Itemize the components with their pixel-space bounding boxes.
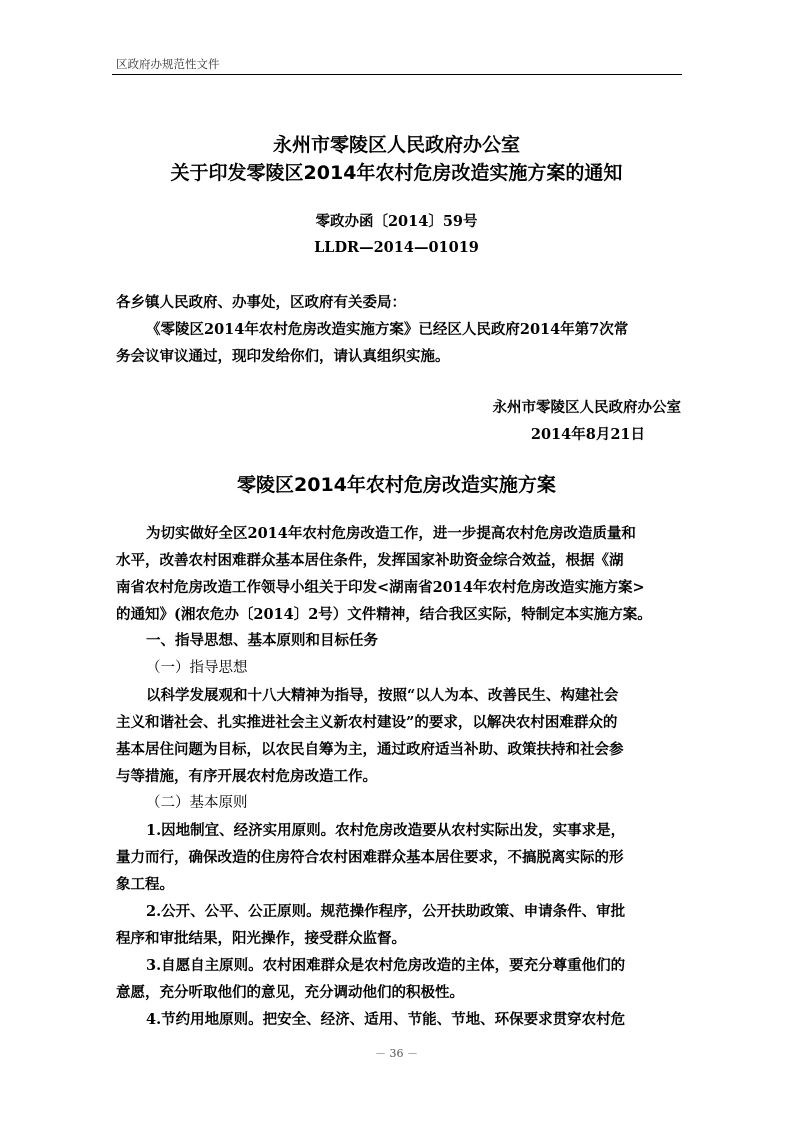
intro-line: 的通知》(湘农危办〔2014〕2号）文件精神，结合我区实际，特制定本实施方案。 xyxy=(116,606,652,623)
principle-line: 量力而行，确保改造的住房符合农村困难群众基本居住要求，不搞脱离实际的形 xyxy=(116,849,624,866)
header-divider xyxy=(112,74,682,75)
guiding-line: 基本居住问题为目标，以农民自筹为主，通过政府适当补助、政策扶持和社会参 xyxy=(116,741,624,758)
principle-line: 3.自愿自主原则。农村困难群众是农村危房改造的主体，要充分尊重他们的 xyxy=(146,957,626,974)
addressee: 各乡镇人民政府、办事处，区政府有关委局： xyxy=(116,294,406,311)
subsection-heading: （一）指导思想 xyxy=(146,660,248,676)
running-header: 区政府办规范性文件 xyxy=(116,57,220,71)
intro-line: 水平，改善农村困难群众基本居住条件，发挥国家补助资金综合效益，根据《湖 xyxy=(116,552,624,569)
notice-body-line: 务会议审议通过，现印发给你们，请认真组织实施。 xyxy=(116,348,450,365)
guiding-line: 以科学发展观和十八大精神为指导，按照“以人为本、改善民生、构建社会 xyxy=(146,687,619,704)
principle-line: 象工程。 xyxy=(116,876,174,893)
principle-line: 程序和审批结果，阳光操作，接受群众监督。 xyxy=(116,930,406,947)
document-number: 零政办函〔2014〕59号 xyxy=(315,213,478,230)
guiding-line: 主义和谐社会、扎实推进社会主义新农村建设”的要求，以解决农村困难群众的 xyxy=(116,714,618,731)
principle-line: 1.因地制宜、经济实用原则。农村危房改造要从农村实际出发，实事求是， xyxy=(146,822,626,839)
principle-line: 意愿，充分听取他们的意见，充分调动他们的积极性。 xyxy=(116,984,464,1001)
registration-number: LLDR—2014—01019 xyxy=(314,239,479,256)
signature: 永州市零陵区人民政府办公室 xyxy=(492,399,681,416)
intro-line: 为切实做好全区2014年农村危房改造工作，进一步提高农村危房改造质量和 xyxy=(146,525,636,542)
notice-title-line1: 永州市零陵区人民政府办公室 xyxy=(272,134,520,156)
principle-line: 2.公开、公平、公正原则。规范操作程序，公开扶助政策、申请条件、审批 xyxy=(146,903,626,920)
notice-body-line: 《零陵区2014年农村危房改造实施方案》已经区人民政府2014年第7次常 xyxy=(146,321,629,338)
notice-title-line2: 关于印发零陵区2014年农村危房改造实施方案的通知 xyxy=(170,162,623,184)
principle-line: 4.节约用地原则。把安全、经济、适用、节能、节地、环保要求贯穿农村危 xyxy=(146,1011,626,1028)
subsection-heading: （二）基本原则 xyxy=(146,795,248,811)
page-number: － 36 － xyxy=(375,1047,418,1060)
plan-title: 零陵区2014年农村危房改造实施方案 xyxy=(237,474,556,496)
guiding-line: 与等措施，有序开展农村危房改造工作。 xyxy=(116,768,377,785)
signature-date: 2014年8月21日 xyxy=(530,426,645,443)
intro-line: 南省农村危房改造工作领导小组关于印发<湖南省2014年农村危房改造实施方案> xyxy=(116,579,645,596)
section-heading: 一、指导思想、基本原则和目标任务 xyxy=(146,633,378,649)
